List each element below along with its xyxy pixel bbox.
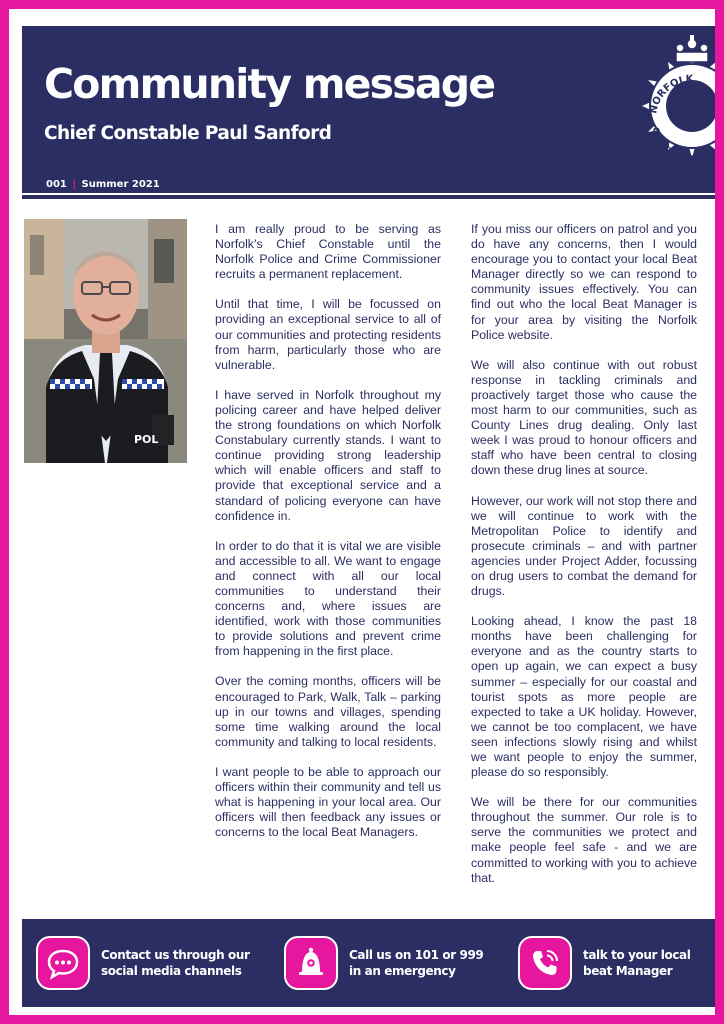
chief-constable-photo — [24, 219, 187, 463]
paragraph: Until that time, I will be focussed on providing an exceptional service to all of our communities and protecting residents from harm, particularly those who are vulnerable. — [215, 297, 441, 372]
paragraph: However, our work will not stop there and we will continue to work with the Metropolitan Police to identify and prosecute criminals – and with partner agencies under Project Adder, focussing on drug users to combat the demand for drugs. — [471, 493, 697, 599]
contact-social-media — [36, 936, 250, 990]
issue-number: 001 — [46, 179, 67, 190]
header-rule-thin — [22, 193, 715, 195]
issue-separator: | — [72, 179, 77, 190]
paragraph: We will also continue with out robust response in tackling criminals and proactively target those who cause the most harm to our communities, such as County Lines drug dealing. Only last week I was proud to honour officers and staff who have been central to closing down these drug lines at source. — [471, 357, 697, 478]
vest-label: POL — [134, 433, 159, 446]
crown-icon — [676, 35, 708, 62]
page-title: Community message — [44, 60, 495, 108]
contact-social-media-text: Contact us through our social media channels — [101, 948, 250, 978]
paragraph: Over the coming months, officers will be encouraged to Park, Walk, Talk – parking up in our towns and villages, spending some time walking around the local community and talking to local residents. — [215, 674, 441, 749]
contact-beat-manager — [518, 936, 690, 990]
badge-text-top: NORFOLK — [648, 73, 694, 115]
page — [9, 9, 715, 1015]
header-rule-thick — [22, 199, 715, 203]
contact-beat-manager-text: talk to your local beat Manager — [583, 948, 691, 978]
contact-phone-numbers — [284, 936, 483, 990]
paragraph: In order to do that it is vital we are visible and accessible to all. We want to engage and connect with all our local communities to understand their concerns and, where issues are identified, work with those communities to provide solutions and prevent crime from happening in the first place. — [215, 538, 441, 659]
paragraph: I want people to be able to approach our officers within their community and tell us what is happening in your local area. Our officers will then feedback any issues or concerns to the local Beat Managers. — [215, 764, 441, 840]
paragraph: We will be there for our communities throughout the summer. Our role is to serve the communities we protect and make people feel safe - and we are committed to working with you to achieve that. — [471, 795, 697, 885]
paragraph: I am really proud to be serving as Norfolk’s Chief Constable until the Norfolk Police and Crime Commissioner recruits a permanent replacement. — [215, 222, 441, 282]
paragraph: Looking ahead, I know the past 18 months have been challenging for everyone and as the country starts to open up again, we can expect a busy summer – especially for our coastal and tourist spots as more people are expected to take a UK holiday. However, we cannot be too complacent, we have seen infections slowly rising and whilst we want people to enjoy the summer, please do so responsibly. — [471, 614, 697, 780]
page-subtitle: Chief Constable Paul Sanford — [44, 123, 332, 144]
phone-icon — [518, 936, 572, 990]
paragraph: I have served in Norfolk throughout my policing career and have helped deliver the strong foundations on which Norfolk Constabulary currently stands. I want to continue providing strong leadership which will enable officers and staff to provide that exceptional service and a standard of policing everyone can have confidence in. — [215, 387, 441, 523]
article-column-right — [471, 222, 697, 901]
police-badge-logo — [632, 32, 715, 182]
portrait-illustration — [24, 219, 187, 463]
issue-line — [46, 179, 160, 190]
contact-phone-text: Call us on 101 or 999 in an emergency — [349, 948, 484, 978]
contact-footer — [22, 919, 715, 1007]
masthead — [22, 26, 715, 203]
speech-bubble-icon — [36, 936, 90, 990]
issue-season: Summer 2021 — [81, 179, 160, 190]
article-column-left — [215, 222, 441, 855]
police-helmet-icon — [284, 936, 338, 990]
paragraph: If you miss our officers on patrol and you do have any concerns, then I would encourage you to contact your local Beat Manager directly so we can respond to community issues effectively. You can find out who the local Beat Manager is for your area by visiting the Norfolk Police website. — [471, 222, 697, 342]
badge-text-bottom: CONSTABULARY — [649, 126, 717, 166]
